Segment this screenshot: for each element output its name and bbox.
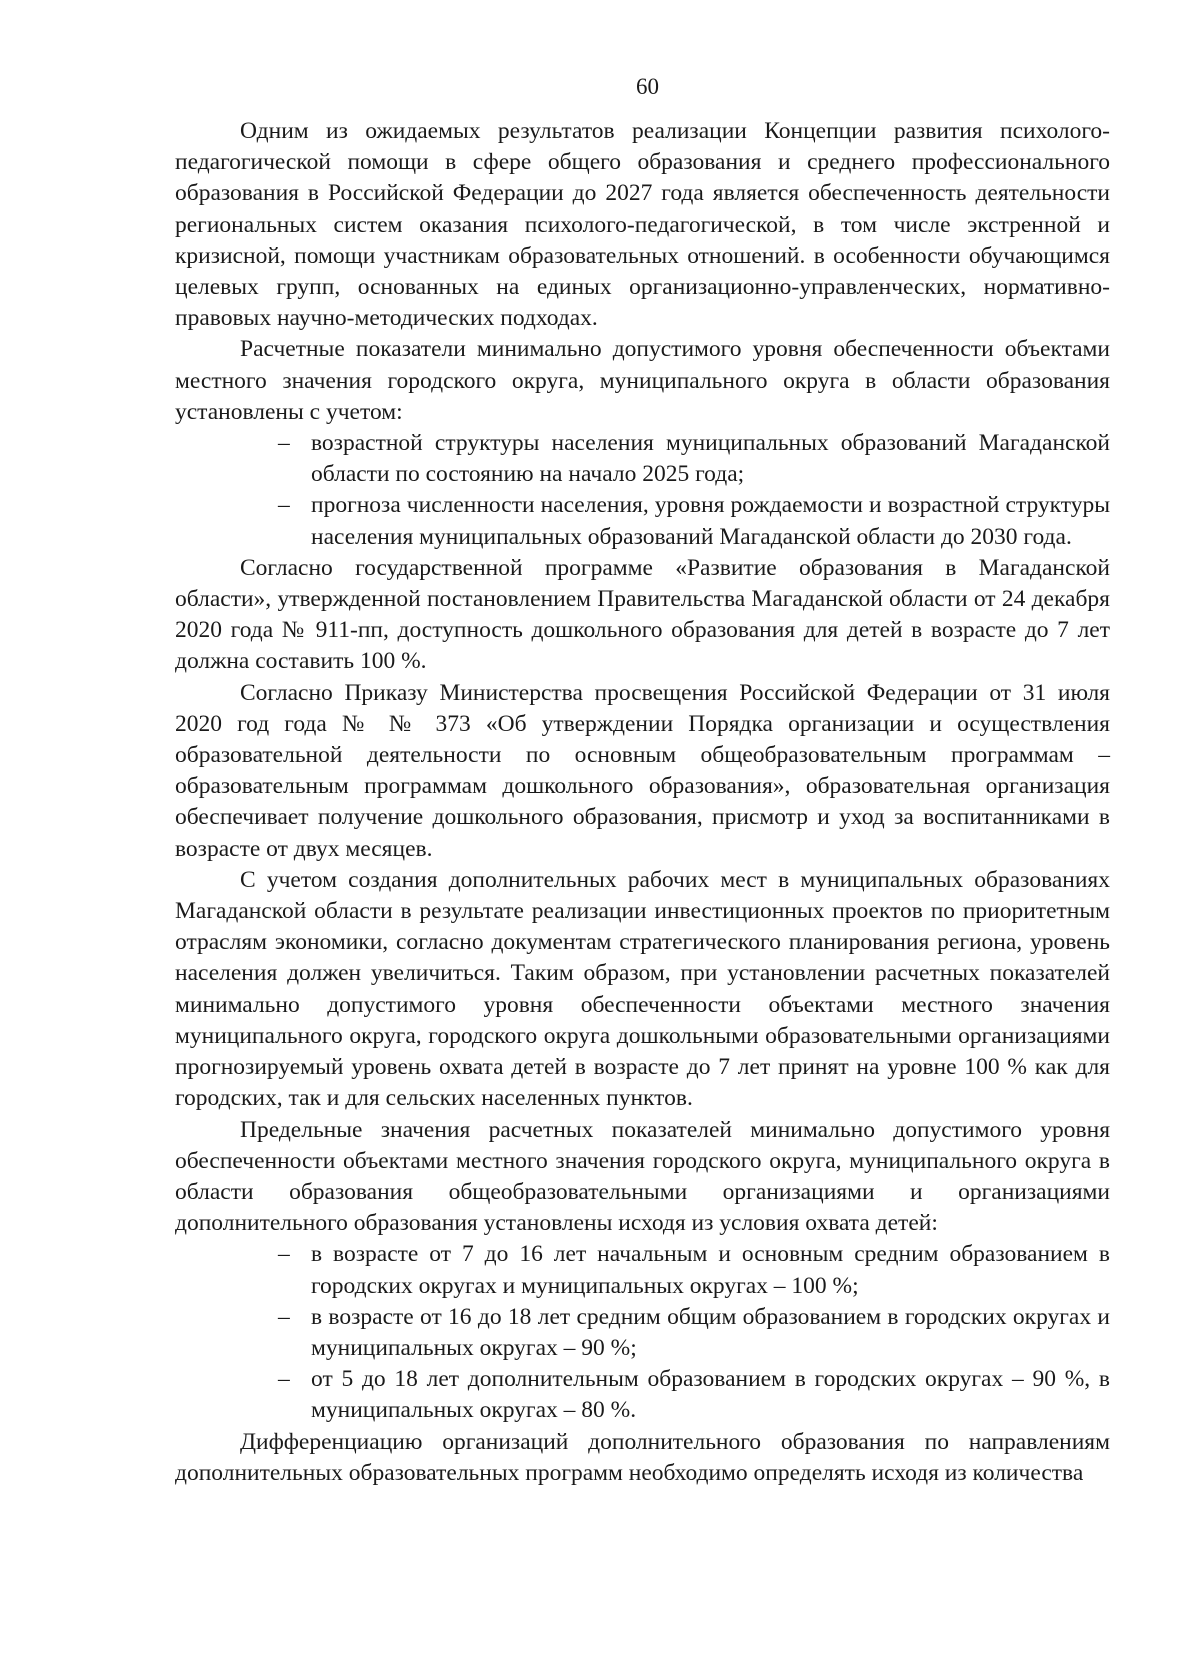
list-item-text: прогноза численности населения, уровня рождаемости и возрастной структуры населения муниципальных образований Магаданской области до 2030 года. <box>311 492 1110 550</box>
list-item-text: от 5 до 18 лет дополнительным образованием в городских округах – 90 %, в муниципальных округах – 80 %. <box>311 1366 1110 1424</box>
list-item <box>175 1364 1110 1426</box>
list-item <box>175 1302 1110 1364</box>
list-coverage <box>175 1239 1110 1426</box>
paragraph-state-program: Согласно государственной программе «Развитие образования в Магаданской области», утвержденной постановлением Правительства Магаданской области от 24 декабря 2020 года № 911-пп, доступность дошкольного образования для детей в возрасте до 7 лет должна составить 100 %. <box>175 554 1110 675</box>
list-dash: – <box>278 430 290 457</box>
list-item-text: в возрасте от 16 до 18 лет средним общим образованием в городских округах и муниципальных округах – 90 %; <box>311 1303 1110 1361</box>
list-item <box>175 428 1110 490</box>
paragraph-calculated-indicators: Расчетные показатели минимально допустимого уровня обеспеченности объектами местного значения городского округа, муниципального округа в области образования установлены с учетом: <box>175 336 1110 425</box>
paragraph-differentiation: Дифференциацию организаций дополнительного образования по направлениям дополнительных образовательных программ необходимо определять исходя из количества <box>175 1428 1110 1486</box>
list-item-text: в возрасте от 7 до 16 лет начальным и основным средним образованием в городских округах и муниципальных округах – 100 %; <box>311 1241 1110 1299</box>
page-number: 60 <box>636 74 659 99</box>
list-dash: – <box>278 1241 290 1268</box>
list-item <box>175 1239 1110 1301</box>
paragraph-limit-values: Предельные значения расчетных показателей минимально допустимого уровня обеспеченности объектами местного значения городского округа, муниципального округа в области образования общеобразовательными организациями и организациями дополнительного образования установлены исходя из условия охвата детей: <box>175 1116 1110 1237</box>
paragraph-expected-results: Одним из ожидаемых результатов реализации Концепции развития психолого-педагогической помощи в сфере общего образования и среднего профессионального образования в Российской Федерации до 2027 года является обеспеченность деятельности региональных систем оказания психолого-педагогической, в том числе экстренной и кризисной, помощи участникам образовательных отношений. в особенности обучающимся целевых групп, основанных на единых организационно-управленческих, нормативно-правовых научно-методических подходах. <box>175 118 1110 332</box>
list-dash: – <box>278 492 290 519</box>
paragraph-ministry-order: Согласно Приказу Министерства просвещения Российской Федерации от 31 июля 2020 год года № № 373 «Об утверждении Порядка организации и осуществления образовательной деятельности по основным общеобразовательным программам – образовательным программам дошкольного образования», образовательная организация обеспечивает получение дошкольного образования, присмотр и уход за воспитанниками в возрасте от двух месяцев. <box>175 679 1110 862</box>
list-item-text: возрастной структуры населения муниципальных образований Магаданской области по состоянию на начало 2025 года; <box>311 430 1110 488</box>
list-dash: – <box>278 1366 290 1393</box>
list-dash: – <box>278 1303 290 1330</box>
list-item <box>175 490 1110 552</box>
paragraph-new-jobs: С учетом создания дополнительных рабочих мест в муниципальных образованиях Магаданской области в результате реализации инвестиционных проектов по приоритетным отраслям экономики, согласно документам стратегического планирования региона, уровень населения должен увеличиться. Таким образом, при установлении расчетных показателей минимально допустимого уровня обеспеченности объектами местного значения муниципального округа, городского округа дошкольными образовательными организациями прогнозируемый уровень охвата детей в возрасте до 7 лет принят на уровне 100 % как для городских, так и для сельских населенных пунктов. <box>175 866 1110 1112</box>
document-page <box>175 60 1110 1489</box>
list-factors <box>175 428 1110 553</box>
